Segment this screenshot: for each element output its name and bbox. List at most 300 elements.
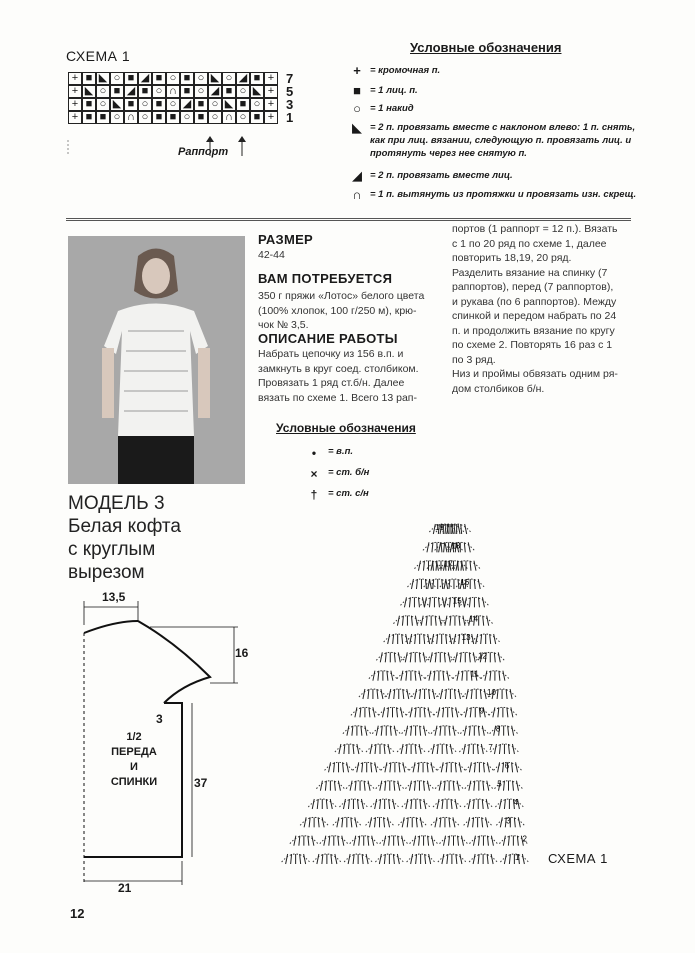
crochet-stitch — [441, 542, 442, 552]
dim-step: 3 — [156, 712, 163, 726]
crochet-stitch — [355, 707, 357, 717]
crochet-stitch — [402, 634, 403, 644]
legend-text: = ст. б/н — [328, 467, 370, 478]
chart-cell: ■ — [96, 111, 110, 124]
chart-cell: ○ — [236, 85, 250, 98]
crochet-stitch — [508, 836, 509, 846]
chart-cell: ◢ — [208, 85, 222, 98]
crochet-stitch — [312, 799, 314, 809]
crochet-stitch — [334, 781, 335, 791]
crochet-stitch — [362, 762, 363, 772]
crochet-stitch — [435, 726, 437, 736]
crochet-stitch — [474, 781, 475, 791]
crochet-stitch — [388, 707, 389, 717]
crochet-row-label: 3 — [506, 816, 511, 826]
crochet-stitch — [424, 799, 426, 809]
crochet-stitch — [394, 689, 395, 699]
text-line: с 1 по 20 ряд по схеме 1, далее — [452, 237, 607, 250]
chart-cell: ○ — [96, 98, 110, 111]
crochet-stitch — [446, 634, 447, 644]
crochet-row-label: 2 — [522, 834, 528, 844]
crochet-stitch — [428, 634, 430, 644]
crochet-stitch — [390, 726, 391, 736]
legend-symbol-icon: + — [353, 63, 361, 78]
crochet-stitch — [463, 744, 465, 754]
crochet-stitch — [454, 524, 455, 534]
crochet-stitch — [432, 744, 434, 754]
crochet-stitch — [443, 671, 444, 681]
crochet-stitch — [459, 762, 461, 772]
text-line: Белая кофта — [68, 516, 181, 537]
chart-cell: + — [68, 98, 82, 111]
dim-bottom: 21 — [118, 881, 132, 895]
crochet-stitch — [428, 579, 430, 589]
text-line: (100% хлопок, 100 г/250 м), крю- — [258, 304, 417, 317]
crochet-stitch — [424, 634, 425, 644]
crochet-stitch — [406, 726, 408, 736]
chart-row-number: 1 — [286, 110, 294, 125]
crochet-stitch — [347, 726, 349, 736]
crochet-stitch — [462, 671, 463, 681]
crochet-stitch — [329, 762, 331, 772]
chart-cell: ■ — [110, 85, 124, 98]
crochet-stitch — [380, 799, 381, 809]
crochet-stitch — [342, 836, 344, 846]
crochet-stitch — [445, 689, 446, 699]
crochet-chart — [260, 496, 640, 876]
crochet-stitch — [381, 726, 382, 736]
crochet-stitch — [432, 542, 433, 552]
crochet-stitch — [466, 689, 468, 699]
crochet-stitch — [409, 597, 410, 607]
crochet-stitch — [416, 854, 417, 864]
chart-cell: ∩ — [166, 85, 180, 98]
chart-cell: ○ — [96, 85, 110, 98]
crochet-row — [376, 651, 504, 662]
crochet-stitch — [483, 616, 484, 626]
rapport-label: Раппорт — [178, 146, 229, 158]
crochet-stitch — [379, 854, 381, 864]
chart-cell: ○ — [166, 72, 180, 85]
chart-cell: ○ — [208, 111, 222, 124]
crochet-stitch — [439, 616, 441, 626]
crochet-row-label: 7 — [488, 743, 493, 752]
crochet-stitch — [331, 854, 332, 864]
crochet-stitch — [398, 781, 400, 791]
crochet-stitch — [402, 616, 403, 626]
chart-cell: ◢ — [236, 72, 250, 85]
crochet-stitch — [414, 836, 416, 846]
crochet-stitch — [463, 616, 465, 626]
crochet-stitch — [491, 854, 493, 864]
crochet-stitch — [410, 707, 412, 717]
crochet-stitch — [322, 817, 324, 827]
crochet-stitch — [366, 854, 368, 864]
crochet-stitch — [443, 707, 444, 717]
crochet-stitch — [324, 836, 326, 846]
crochet-stitch — [456, 854, 457, 864]
chart-cell: ■ — [152, 98, 166, 111]
crochet-stitch — [454, 634, 456, 644]
crochet-stitch — [472, 634, 474, 644]
crochet-stitch — [291, 854, 292, 864]
crochet-stitch — [512, 781, 513, 791]
legend-symbol-icon: ■ — [353, 83, 361, 98]
crochet-stitch — [388, 744, 390, 754]
crochet-stitch — [517, 836, 518, 846]
crochet-stitch — [518, 817, 520, 827]
crochet-stitch — [325, 781, 326, 791]
crochet-stitch — [483, 781, 484, 791]
crochet-row — [300, 816, 524, 827]
text-line: с круглым — [68, 539, 156, 560]
legend-text: = кромочная п. — [370, 65, 441, 76]
crochet-stitch — [425, 854, 426, 864]
crochet-stitch — [423, 652, 425, 662]
crochet-stitch — [482, 799, 483, 809]
crochet-row-label: 1 — [515, 853, 520, 862]
chart-cell: + — [264, 85, 278, 98]
crochet-stitch — [509, 854, 510, 864]
crochet-stitch — [516, 762, 518, 772]
crochet-row — [414, 560, 480, 571]
crochet-row-label: 18 — [451, 541, 461, 551]
crochet-stitch — [426, 616, 427, 626]
crochet-stitch — [465, 524, 467, 534]
crochet-stitch — [317, 854, 319, 864]
crochet-stitch — [427, 781, 429, 791]
crochet-stitch — [447, 671, 449, 681]
crochet-stitch — [508, 744, 509, 754]
crochet-stitch — [473, 652, 475, 662]
crochet-stitch — [415, 689, 417, 699]
crochet-stitch — [415, 634, 416, 644]
chart-cell: ○ — [138, 98, 152, 111]
crochet-stitch — [444, 542, 445, 552]
crochet-stitch — [415, 707, 416, 717]
crochet-stitch — [403, 689, 404, 699]
crochet-stitch — [350, 781, 352, 791]
crochet-stitch — [429, 854, 431, 864]
chart-cell: + — [68, 85, 82, 98]
crochet-stitch — [402, 817, 404, 827]
crochet-stitch — [343, 799, 345, 809]
legend-text: = 1 п. вытянуть из протяжки и провязать изн. скрещ. — [370, 189, 637, 200]
crochet-stitch — [387, 671, 388, 681]
crochet-stitch — [388, 817, 390, 827]
crochet-stitch — [482, 726, 484, 736]
crochet-stitch — [444, 781, 445, 791]
crochet-stitch — [468, 744, 469, 754]
crochet-stitch — [453, 817, 455, 827]
crochet-stitch — [455, 652, 457, 662]
crochet-stitch — [397, 616, 399, 626]
crochet-stitch — [312, 836, 314, 846]
crochet-stitch — [498, 707, 499, 717]
crochet-stitch — [470, 707, 471, 717]
crochet-stitch — [364, 781, 365, 791]
chart-cell: ■ — [250, 72, 264, 85]
crochet-stitch — [351, 817, 352, 827]
crochet-row — [400, 596, 488, 607]
size-value: 42-44 — [258, 249, 285, 261]
crochet-stitch — [451, 799, 452, 809]
crochet-stitch — [481, 634, 482, 644]
crochet-stitch — [322, 854, 323, 864]
crochet-stitch — [469, 652, 470, 662]
crochet-stitch — [342, 817, 343, 827]
crochet-stitch — [499, 671, 500, 681]
crochet-stitch — [347, 762, 349, 772]
chart-cell: ■ — [180, 85, 194, 98]
crochet-stitch — [476, 634, 478, 644]
crochet-stitch — [337, 817, 339, 827]
crochet-row — [369, 670, 509, 681]
crochet-stitch — [499, 799, 501, 809]
crochet-stitch — [469, 781, 471, 791]
crochet-row-label: 13 — [461, 633, 471, 642]
crochet-stitch — [508, 726, 509, 736]
crochet-stitch — [449, 836, 450, 846]
crochet-stitch — [390, 762, 391, 772]
crochet-stitch — [450, 616, 451, 626]
crochet-stitch — [494, 634, 496, 644]
chart-cell: ■ — [82, 98, 96, 111]
chart-cell: + — [264, 72, 278, 85]
chart-cell: ∩ — [222, 111, 236, 124]
crochet-stitch — [468, 799, 470, 809]
chart-cell: ■ — [152, 72, 166, 85]
crochet-stitch — [357, 799, 358, 809]
crochet-stitch — [421, 616, 423, 626]
crochet-row — [359, 688, 516, 699]
crochet-row — [407, 578, 484, 589]
crochet-stitch — [499, 744, 500, 754]
text-line: ПЕРЕДА — [111, 746, 157, 758]
crochet-stitch — [497, 689, 498, 699]
crochet-stitch — [434, 671, 435, 681]
crochet-stitch — [478, 579, 480, 589]
crochet-stitch — [355, 817, 357, 827]
schema-top-title: СХЕМА 1 — [66, 48, 131, 64]
crochet-stitch — [457, 671, 459, 681]
crochet-row — [290, 835, 528, 846]
crochet-stitch — [435, 817, 437, 827]
crochet-row — [384, 633, 500, 644]
crochet-stitch — [437, 799, 439, 809]
crochet-stitch — [480, 689, 481, 699]
crochet-stitch — [338, 781, 340, 791]
crochet-stitch — [487, 781, 489, 791]
crochet-stitch — [385, 652, 386, 662]
crochet-stitch — [449, 726, 450, 736]
crochet-stitch — [462, 836, 464, 846]
crochet-stitch — [300, 854, 301, 864]
crochet-stitch — [411, 799, 412, 809]
crochet-stitch — [468, 817, 470, 827]
crochet-stitch — [461, 561, 462, 571]
crochet-stitch — [391, 671, 393, 681]
crochet-stitch — [444, 597, 446, 607]
crochet-stitch — [406, 799, 408, 809]
crochet-stitch — [490, 634, 491, 644]
crochet-stitch — [394, 652, 395, 662]
crochet-stitch — [294, 836, 296, 846]
text-line: п. и продолжить вязание по кругу — [452, 324, 615, 337]
crochet-stitch — [418, 762, 419, 772]
crochet-stitch — [354, 836, 356, 846]
crochet-stitch — [449, 579, 450, 589]
crochet-stitch — [363, 689, 365, 699]
crochet-stitch — [394, 781, 395, 791]
crochet-stitch — [320, 781, 322, 791]
chart-cell: ○ — [194, 85, 208, 98]
crochet-stitch — [442, 854, 444, 864]
crochet-stitch — [353, 744, 354, 754]
crochet-stitch — [368, 836, 369, 846]
schema-bottom-title: СХЕМА 1 — [548, 851, 608, 866]
crochet-stitch — [514, 817, 515, 827]
crochet-stitch — [410, 634, 412, 644]
crochet-row-label: 6 — [504, 761, 510, 771]
crochet-stitch — [413, 762, 415, 772]
crochet-stitch — [368, 689, 369, 699]
chart-cell: ■ — [124, 72, 138, 85]
text-line: чок № 3,5. — [258, 319, 309, 331]
text-line: дом столбиков б/н. — [452, 382, 545, 395]
crochet-stitch — [487, 762, 489, 772]
text-line: МОДЕЛЬ 3 — [68, 493, 165, 514]
crochet-stitch — [437, 744, 438, 754]
crochet-row — [429, 523, 470, 534]
crochet-stitch — [355, 781, 356, 791]
crochet-row-label: 12 — [478, 651, 488, 661]
crochet-row-label: 16 — [460, 578, 470, 587]
crochet-stitch — [384, 744, 385, 754]
crochet-stitch — [404, 597, 406, 607]
crochet-stitch — [385, 781, 386, 791]
chart-cell: ○ — [236, 111, 250, 124]
crochet-stitch — [437, 634, 438, 644]
crochet-stitch — [442, 799, 443, 809]
text-line: 350 г пряжи «Лотос» белого цвета — [258, 290, 425, 302]
crochet-stitch — [471, 689, 472, 699]
crochet-row-label: 19 — [435, 523, 444, 532]
chart-cell: ◢ — [180, 98, 194, 111]
chart-cell: ■ — [82, 72, 96, 85]
chart-cell: ○ — [110, 111, 124, 124]
crochet-stitch — [458, 524, 460, 534]
pattern-piece-label — [104, 730, 164, 790]
crochet-stitch — [359, 836, 360, 846]
text-line: по 3 ряд. — [452, 353, 496, 366]
text-line: 1/2 — [126, 731, 142, 743]
crochet-stitch — [447, 854, 448, 864]
crochet-stitch — [393, 854, 394, 864]
crochet-stitch — [338, 836, 339, 846]
crochet-stitch — [440, 689, 442, 699]
crochet-stitch — [418, 561, 420, 571]
crochet-stitch — [482, 817, 483, 827]
crochet-row — [423, 541, 474, 552]
crochet-stitch — [516, 781, 518, 791]
crochet-stitch — [454, 689, 455, 699]
chart-cell: ■ — [124, 98, 138, 111]
crochet-row — [335, 743, 519, 754]
page-number: 12 — [70, 906, 85, 921]
dim-top: 13,5 — [102, 590, 126, 604]
crochet-stitch — [375, 762, 377, 772]
crochet-stitch — [482, 597, 484, 607]
legend-text: = 2 п. провязать вместе с наклоном влево: 1 п. снять, как при лиц. вязании, следующую п. провязать лиц. и протянуть через нее снятую п. — [370, 122, 636, 159]
crochet-stitch — [375, 799, 377, 809]
text-line: по схеме 2. Повторять 16 раз с 1 — [452, 339, 613, 351]
chart-cell: ◣ — [208, 72, 222, 85]
crochet-stitch — [503, 781, 504, 791]
crochet-stitch — [344, 744, 345, 754]
crochet-row — [351, 706, 517, 717]
crochet-stitch — [440, 817, 441, 827]
chart-cell: ◣ — [96, 72, 110, 85]
crochet-stitch — [484, 689, 486, 699]
crochet-stitch — [427, 762, 428, 772]
crochet-stitch — [457, 781, 459, 791]
materials-text — [258, 289, 440, 333]
crochet-stitch — [444, 836, 446, 846]
crochet-stitch — [286, 854, 288, 864]
crochet-stitch — [398, 652, 400, 662]
crochet-stitch — [503, 836, 505, 846]
crochet-stitch — [401, 744, 403, 754]
crochet-stitch — [456, 707, 458, 717]
chart-cell: ○ — [222, 72, 236, 85]
crochet-stitch — [329, 836, 330, 846]
crochet-stitch — [373, 707, 375, 717]
crochet-stitch — [512, 726, 514, 736]
crochet-stitch — [473, 854, 475, 864]
chart-cell: + — [68, 111, 82, 124]
crochet-stitch — [410, 652, 411, 662]
legend-text: = в.п. — [328, 446, 354, 457]
crochet-stitch — [439, 542, 441, 552]
crochet-stitch — [352, 726, 353, 736]
chart-cell: ■ — [222, 85, 236, 98]
crochet-stitch — [411, 726, 412, 736]
crochet-stitch — [424, 707, 425, 717]
crochet-stitch — [459, 634, 460, 644]
crochet-stitch — [299, 836, 300, 846]
crochet-stitch — [399, 762, 400, 772]
crochet-stitch — [458, 836, 459, 846]
crochet-stitch — [429, 597, 430, 607]
crochet-stitch — [438, 597, 439, 607]
crochet-row-label: 5 — [497, 779, 502, 789]
crochet-stitch — [469, 762, 471, 772]
crochet-stitch — [384, 854, 385, 864]
crochet-stitch — [430, 652, 432, 662]
crochet-row-label: 4 — [513, 798, 519, 807]
crochet-stitch — [491, 836, 493, 846]
text-line: спинкой и передом набрать по 24 — [452, 310, 617, 322]
crochet-stitch — [490, 671, 491, 681]
crochet-stitch — [304, 817, 306, 827]
crochet-stitch — [469, 726, 470, 736]
work-text — [258, 347, 440, 405]
crochet-stitch — [370, 744, 372, 754]
crochet-stitch — [406, 744, 407, 754]
crochet-row — [308, 798, 523, 809]
chart-cell: ○ — [208, 98, 222, 111]
